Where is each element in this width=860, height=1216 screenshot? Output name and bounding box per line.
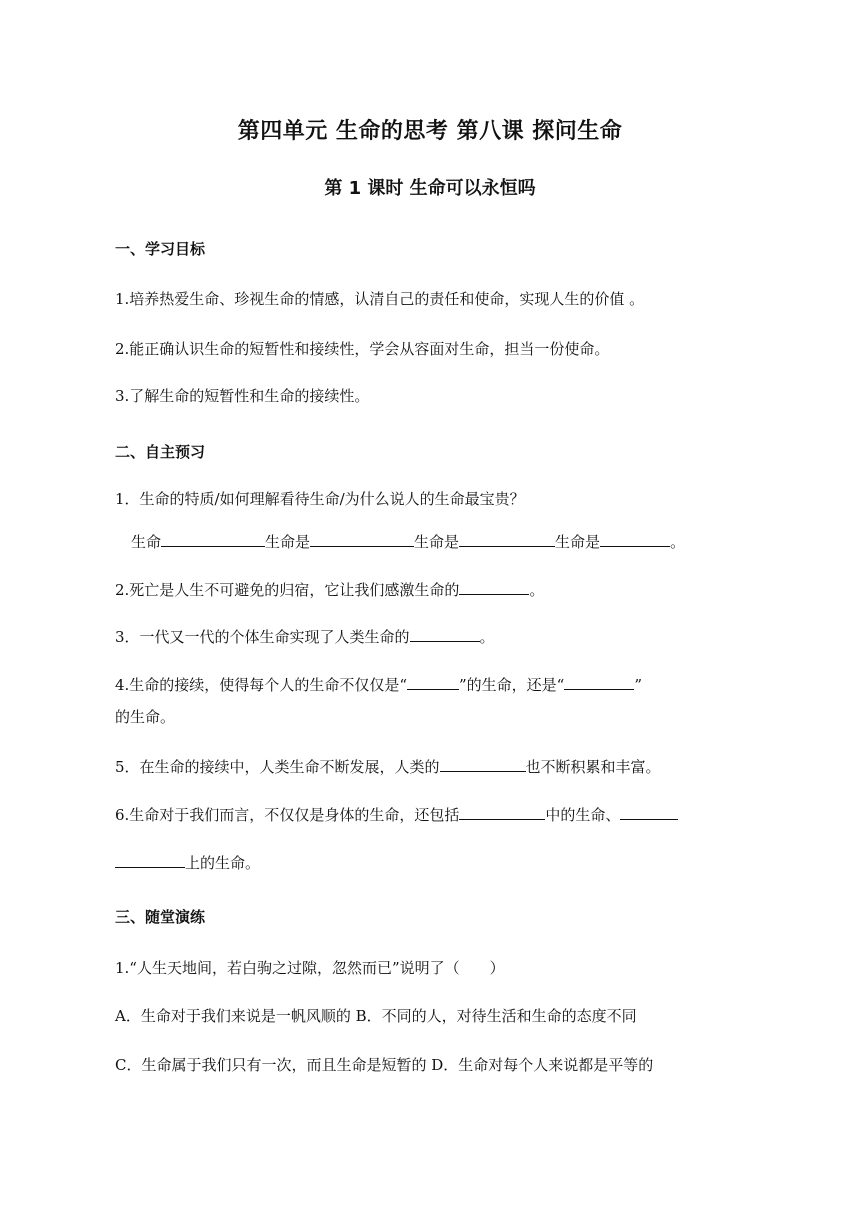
- section-heading-goals: 一、学习目标: [115, 240, 206, 258]
- question-end: 。: [529, 581, 545, 599]
- practice-options-cd: C．生命属于我们只有一次，而且生命是短暂的 D．生命对每个人来说都是平等的: [115, 1056, 654, 1074]
- preview-question-6: [115, 803, 678, 825]
- preview-question-3: [115, 625, 495, 647]
- question-text: 6.生命对于我们而言，不仅仅是身体的生命，还包括: [115, 806, 460, 824]
- question-text: ”: [634, 676, 642, 694]
- preview-question-6-cont: [115, 851, 260, 873]
- section-heading-preview: 二、自主预习: [115, 443, 206, 461]
- fill-prefix: 生命是: [414, 533, 460, 551]
- fill-prefix: 生命是: [555, 533, 601, 551]
- goal-item: 3.了解生命的短暂性和生命的接续性。: [115, 387, 370, 405]
- preview-question-4-cont: 的生命。: [115, 708, 176, 726]
- question-text: 5．在生命的接续中，人类生命不断发展，人类的: [115, 758, 440, 776]
- preview-question-2: [115, 578, 544, 600]
- question-end: 。: [479, 628, 495, 646]
- section-heading-practice: 三、随堂演练: [115, 908, 206, 926]
- answer-blank[interactable]: [459, 803, 545, 820]
- page-title: 第四单元 生命的思考 第八课 探问生命: [237, 119, 623, 144]
- question-text: 2.死亡是人生不可避免的归宿，它让我们感激生命的: [115, 581, 460, 599]
- preview-question-5: [115, 755, 661, 777]
- fill-prefix: 生命: [131, 533, 162, 551]
- practice-options-ab: A．生命对于我们来说是一帆风顺的 B．不同的人，对待生活和生命的态度不同: [115, 1007, 637, 1025]
- preview-question-1: 1．生命的特质/如何理解看待生命/为什么说人的生命最宝贵？: [115, 490, 525, 508]
- question-text: 中的生命、: [545, 806, 621, 824]
- preview-question-4: [115, 673, 642, 695]
- question-text: 也不断积累和丰富。: [525, 758, 661, 776]
- question-text: 4.生命的接续，使得每个人的生命不仅仅是“: [115, 676, 407, 694]
- answer-blank[interactable]: [620, 803, 678, 820]
- answer-blank[interactable]: [310, 530, 414, 547]
- answer-blank[interactable]: [161, 530, 265, 547]
- answer-blank[interactable]: [459, 530, 555, 547]
- question-text: ”的生命，还是“: [458, 676, 565, 694]
- answer-blank[interactable]: [440, 755, 526, 772]
- answer-blank[interactable]: [115, 851, 185, 868]
- answer-blank[interactable]: [407, 673, 459, 690]
- goal-item: 1.培养热爱生命、珍视生命的情感，认清自己的责任和使命，实现人生的价值 。: [115, 290, 645, 308]
- fill-end: 。: [670, 533, 686, 551]
- lesson-subtitle: 第 1 课时 生命可以永恒吗: [324, 178, 536, 199]
- fill-prefix: 生命是: [265, 533, 311, 551]
- answer-blank[interactable]: [410, 625, 480, 642]
- preview-question-1-fill: [131, 530, 685, 552]
- answer-blank[interactable]: [459, 578, 529, 595]
- answer-blank[interactable]: [600, 530, 670, 547]
- answer-blank[interactable]: [564, 673, 634, 690]
- practice-question-1: 1.“人生天地间，若白驹之过隙，忽然而已”说明了（ ）: [115, 959, 505, 977]
- goal-item: 2.能正确认识生命的短暂性和接续性，学会从容面对生命，担当一份使命。: [115, 340, 610, 358]
- question-text: 3．一代又一代的个体生命实现了人类生命的: [115, 628, 410, 646]
- question-text: 上的生命。: [185, 854, 261, 872]
